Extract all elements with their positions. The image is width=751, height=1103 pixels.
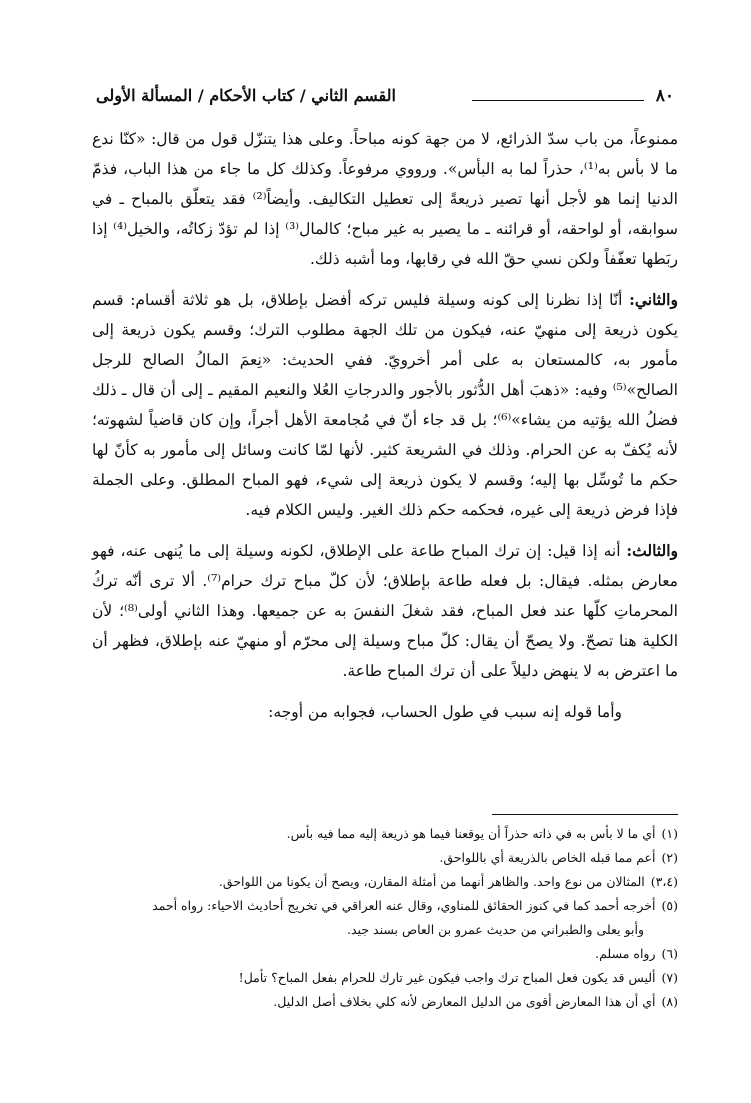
body-text: [92, 124, 678, 727]
footnote-text: أعم مما قبله الخاص بالذريعة أي باللواحق.: [439, 850, 656, 865]
footnote-number: (٥): [661, 898, 678, 913]
paragraph: [92, 124, 678, 274]
page-header: [96, 86, 674, 112]
paragraph: [92, 697, 678, 727]
footnote: [92, 942, 678, 966]
paragraph: [92, 285, 678, 525]
footnote: [92, 990, 678, 1014]
page-number: ٨٠: [655, 86, 674, 106]
footnote-number: (٢): [661, 850, 678, 865]
running-title: القسم الثاني / كتاب الأحكام / المسألة الأولى: [96, 86, 396, 105]
paragraph-text: ممنوعاً، من باب سدّ الذرائع، لا من جهة كونه مباحاً. وعلى هذا يتنزّل قول من قال: «كنّا ندع ما لا بأس به⁽¹⁾، حذراً لما به البأس». ورووي مرفوعاً. وكذلك كل ما جاء من هذا الباب، فذمّ الدنيا إنما هو لأجل أنها تصير ذريعةً إلى تعطيل التكاليف. وأيضاً⁽²⁾ فقد يتعلّق بالمباح ـ في سوابقه، أو لواحقه، أو قرائنه ـ ما يصير به غير مباح؛ كالمال⁽³⁾ إذا لم تؤدّ زكاتُه، والخيل⁽⁴⁾ إذا ربَطها تعفّفاً ولكن نسي حقّ الله في رقابها، وما أشبه ذلك.: [92, 130, 678, 268]
footnote-number: (١): [661, 826, 678, 841]
footnote-number: (٦): [661, 946, 678, 961]
paragraph-text: أنّا إذا نظرنا إلى كونه وسيلة فليس تركه أفضل بإطلاق، بل هو ثلاثة أقسام: قسم يكون ذريعة إلى منهيّ عنه، فيكون من تلك الجهة مطلوب الترك؛ وقسم يكون ذريعة إلى مأمور به، كالمستعان به على أمر أخرويّ. ففي الحديث: «نِعمَ المالُ الصالح للرجل الصالح»⁽⁵⁾ وفيه: «ذهبَ أهل الدُّثور بالأجور والدرجاتِ العُلا والنعيم المقيم ـ إلى أن قال ـ ذلك فضلُ الله يؤتيه من يشاء»⁽⁶⁾؛ بل قد جاء أنّ في مُجامعة الأهل أجراً، وإن كان قاضياً لشهوته؛ لأنه يُكفّ به عن الحرام. وذلك في الشريعة كثير. لأنها لمّا كانت وسائل إلى مأمور به كأنّ لها حكم ما تُوسِّل بها إليه؛ وقسم لا يكون ذريعة إلى شيء، فهو المباح المطلق. وعلى الجملة فإذا فرض ذريعة إلى غيره، فحكمه حكم ذلك الغير. وليس الكلام فيه.: [92, 291, 678, 519]
footnote: [92, 846, 678, 870]
footnotes: [92, 822, 678, 1014]
footnote: [92, 966, 678, 990]
paragraph: [92, 536, 678, 686]
footnote-text: رواه مسلم.: [595, 946, 656, 961]
footnote-rule: [492, 814, 678, 815]
footnote-text: أي أن هذا المعارض أقوى من الدليل المعارض لأنه كلي بخلاف أصل الدليل.: [273, 994, 656, 1009]
footnote-number: (٣،٤): [650, 874, 678, 889]
paragraph-lead: والثاني:: [629, 290, 678, 309]
paragraph-lead: والثالث:: [626, 541, 678, 560]
footnote-text: وأبو يعلى والطبراني من حديث عمرو بن العاص بسند جيد.: [347, 922, 644, 937]
footnote-text: أي ما لا بأس به في ذاته حذراً أن يوقعنا فيما هو ذريعة إليه مما فيه بأس.: [286, 826, 656, 841]
paragraph-text: أنه إذا قيل: إن ترك المباح طاعة على الإطلاق، لكونه وسيلة إلى ما يُنهى عنه، فهو معارض بمثله. فيقال: بل فعله طاعة بإطلاق؛ لأن كلّ مباح ترك حرام⁽⁷⁾. ألا ترى أنّه تركُ المحرماتِ كلّها عند فعل المباح، فقد شغلَ النفسَ به عن جميعها. وهذا الثاني أولى⁽⁸⁾؛ لأن الكلية هنا تصحّ. ولا يصحّ أن يقال: كلّ مباح وسيلة إلى محرّم أو منهيّ عنه بإطلاق، فظهر أن ما اعترض به لا ينهض دليلاً على أن ترك المباح طاعة.: [92, 542, 678, 680]
header-rule: [472, 100, 644, 101]
footnote-number: (٧): [661, 970, 678, 985]
footnote-text: المثالان من نوع واحد. والظاهر أنهما من أمثلة المقارن، ويصح أن يكونا من اللواحق.: [218, 874, 645, 889]
footnote: [92, 822, 678, 846]
footnote: [92, 894, 678, 918]
footnote-text: أخرجه أحمد كما في كنوز الحقائق للمناوي، وقال عنه العراقي في تخريج أحاديث الاحياء: رواه أحمد: [152, 898, 656, 913]
footnote: [92, 870, 678, 894]
footnote-text: أليس قد يكون فعل المباح ترك واجب فيكون غير تارك للحرام بفعل المباح؟ تأمل!: [238, 970, 656, 985]
footnote-number: (٨): [661, 994, 678, 1009]
footnote-continuation: [92, 918, 678, 942]
paragraph-text: وأما قوله إنه سبب في طول الحساب، فجوابه من أوجه:: [268, 703, 622, 721]
